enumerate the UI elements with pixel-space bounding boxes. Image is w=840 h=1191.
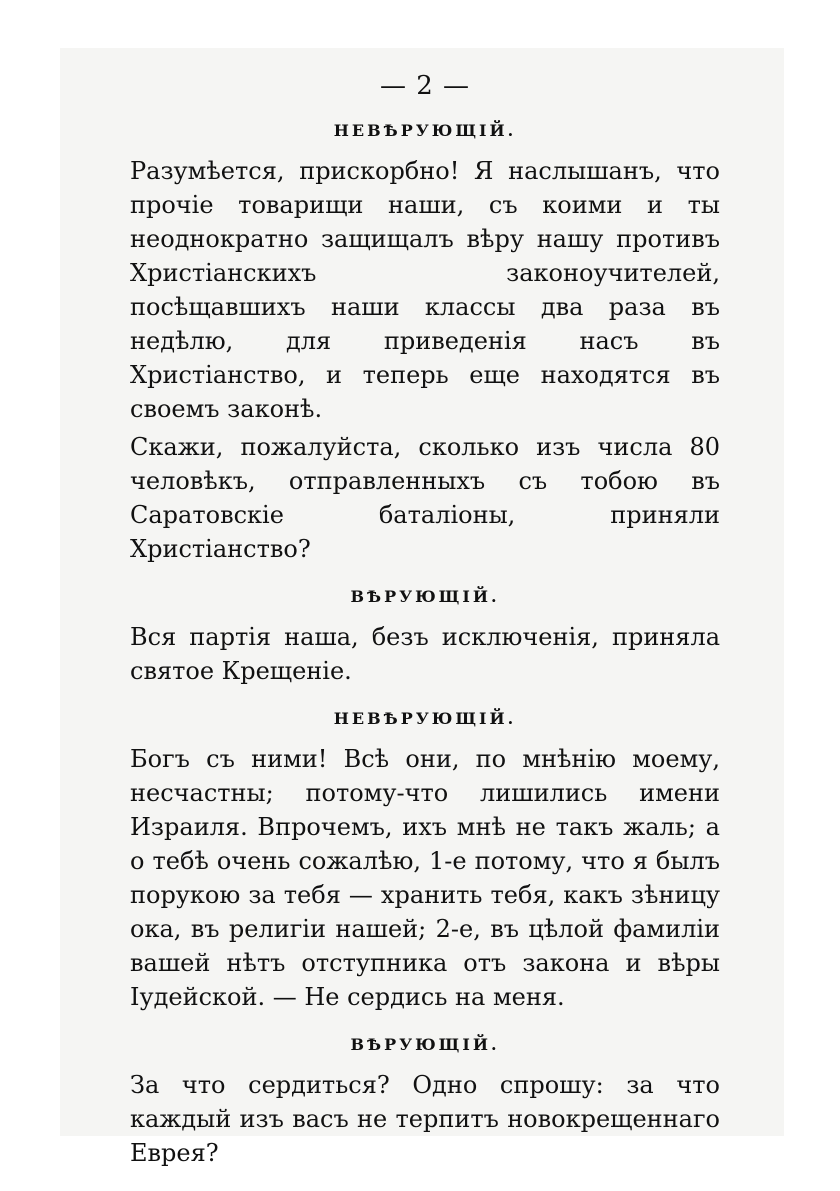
dialogue-paragraph: Богъ съ ними! Всѣ они, по мнѣнію моему, несчастны; потому-что лишились имени Израиля. Впрочемъ, ихъ мнѣ не такъ жаль; а о тебѣ очень сожалѣю, 1-е потому, что я былъ порукою за тебя — хранить тебя, какъ зѣницу ока, въ религіи нашей; 2-е, въ цѣлой фамиліи вашей нѣтъ отступника отъ закона и вѣры Іудейской. — Не сердись на меня. [130,745,720,1011]
speaker-heading: НЕВѢРУЮЩІЙ. [333,121,517,140]
page-text [130,68,720,1174]
dialogue-paragraph: Разумѣется, прискорбно! Я наслышанъ, что прочіе товарищи наши, съ коими и ты неоднократно защищалъ вѣру нашу противъ Христіанскихъ законоучителей, посѣщавшихъ наши классы два раза въ недѣлю, для приведенія насъ въ Христіанство, и теперь еще находятся въ своемъ законѣ. [130,157,720,423]
speaker-heading: ВѢРУЮЩІЙ. [350,1035,500,1054]
dialogue-paragraph: За что сердиться? Одно спрошу: за что каждый изъ васъ не терпитъ новокрещеннаго Еврея? [130,1071,720,1167]
page-number: — 2 — [379,71,471,101]
speaker-heading: ВѢРУЮЩІЙ. [350,587,500,606]
dialogue-paragraph: Вся партія наша, безъ исключенія, приняла святое Крещеніе. [130,623,720,685]
speaker-heading: НЕВѢРУЮЩІЙ. [333,709,517,728]
dialogue-paragraph: Скажи, пожалуйста, сколько изъ числа 80 человѣкъ, отправленныхъ съ тобою въ Саратовскіе баталіоны, приняли Христіанство? [130,433,720,563]
book-page [60,48,784,1167]
